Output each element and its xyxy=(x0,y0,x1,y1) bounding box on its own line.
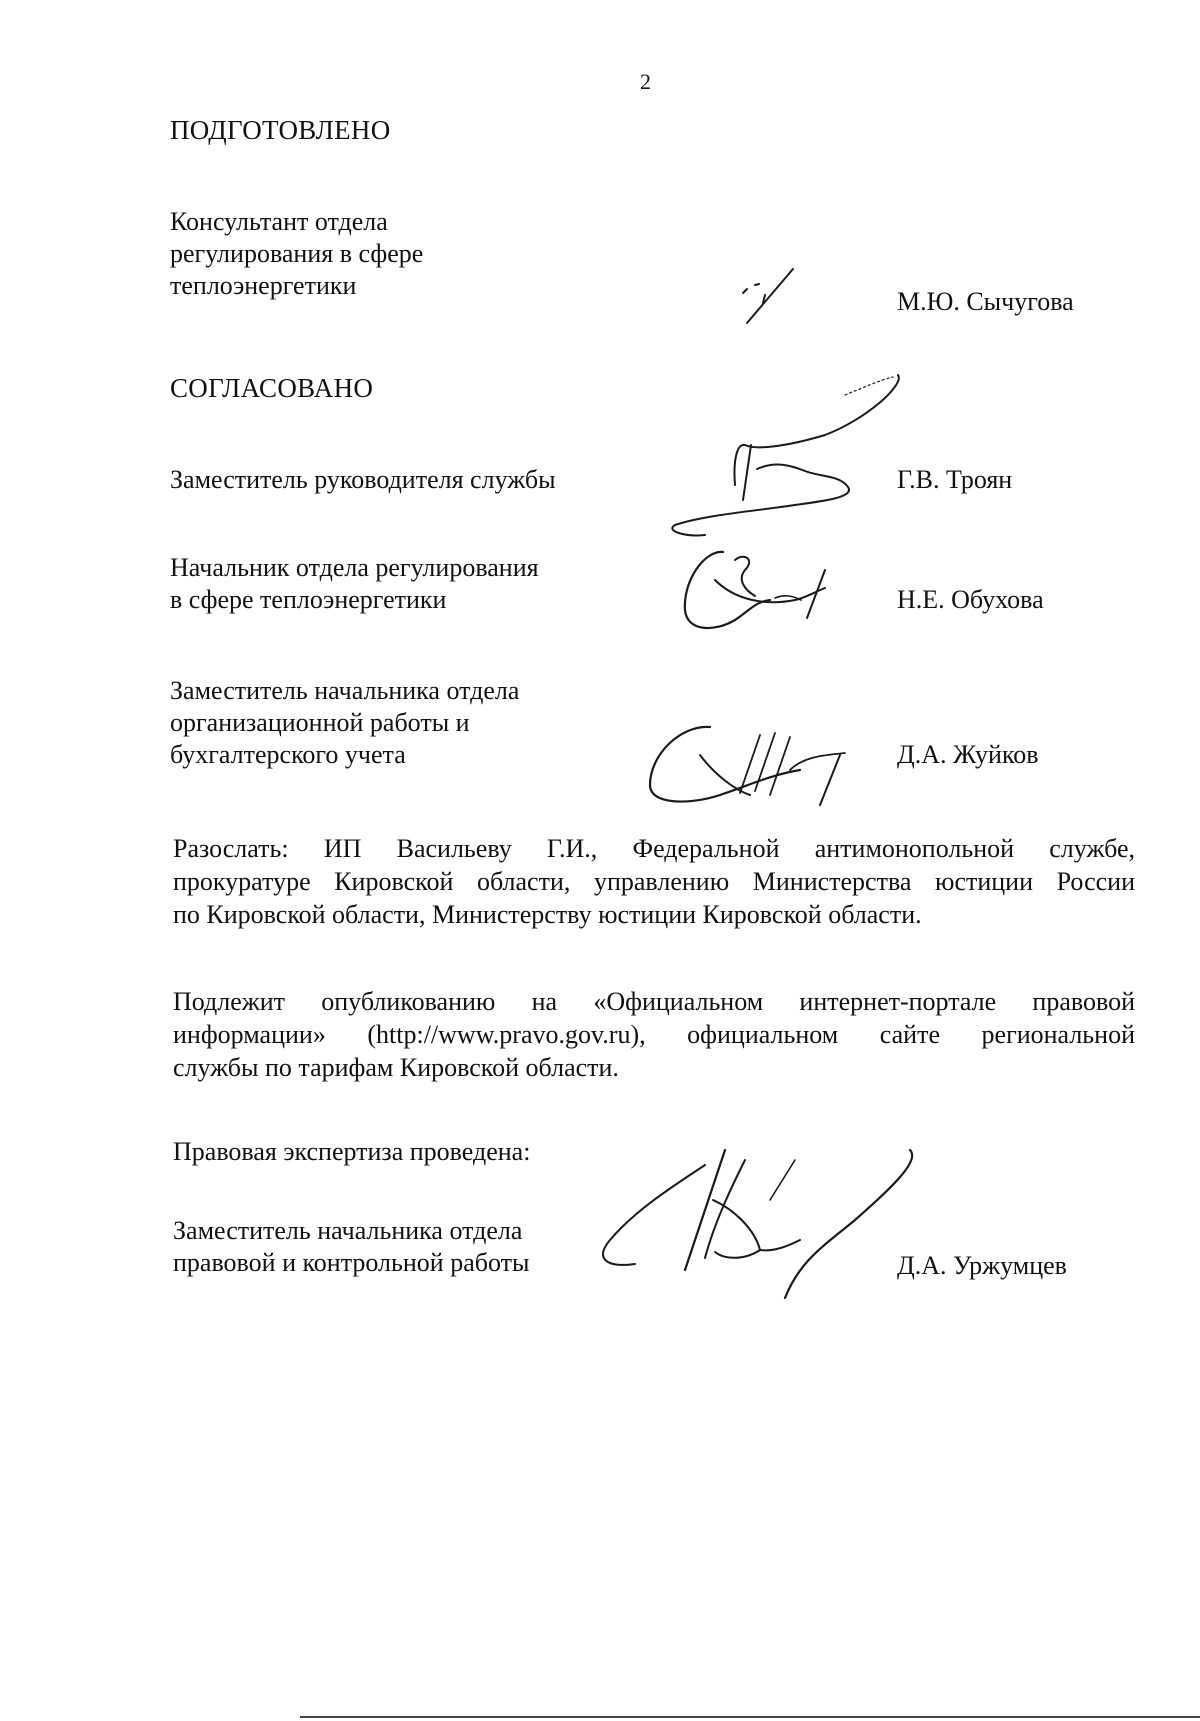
footer-divider xyxy=(300,1716,1200,1718)
page-number: 2 xyxy=(640,69,651,94)
distribution-paragraph xyxy=(173,832,1135,931)
publication-paragraph xyxy=(173,985,1135,1084)
signatory-position xyxy=(170,675,519,771)
paragraph-line: Разослать: ИП Васильеву Г.И., Федеральной антимонопольной службе, xyxy=(173,834,1135,863)
legal-review-position xyxy=(173,1215,529,1279)
position-line: бухгалтерского учета xyxy=(170,740,406,769)
prepared-heading: ПОДГОТОВЛЕНО xyxy=(170,115,391,145)
signature xyxy=(665,365,915,545)
paragraph-line: прокуратуре Кировской области, управлению Министерства юстиции России xyxy=(173,867,1135,896)
position-line: Заместитель начальника отдела xyxy=(170,676,520,705)
prepared-position xyxy=(170,206,423,302)
position-line: Начальник отдела регулирования xyxy=(170,553,539,582)
paragraph-line: информации» (http://www.pravo.gov.ru), официальном сайте региональной xyxy=(173,1020,1135,1049)
signature xyxy=(640,715,860,810)
signature xyxy=(595,1140,925,1300)
position-line: теплоэнергетики xyxy=(170,271,357,300)
signatory-name: Д.А. Жуйков xyxy=(897,740,1039,769)
signatory-position xyxy=(170,552,539,616)
signatory-position xyxy=(170,464,556,496)
position-line: Консультант отдела xyxy=(170,207,388,236)
signatory-name: Г.В. Троян xyxy=(897,465,1013,494)
agreed-heading: СОГЛАСОВАНО xyxy=(170,373,374,403)
position-line: правовой и контрольной работы xyxy=(173,1248,530,1277)
signature xyxy=(675,540,845,635)
position-line: организационной работы и xyxy=(170,708,470,737)
position-line: в сфере теплоэнергетики xyxy=(170,585,447,614)
signatory-name: М.Ю. Сычугова xyxy=(897,287,1074,316)
signatory-name: Н.Е. Обухова xyxy=(897,585,1044,614)
paragraph-line: Подлежит опубликованию на «Официальном интернет-портале правовой xyxy=(173,987,1135,1016)
position-line: регулирования в сфере xyxy=(170,239,424,268)
signature xyxy=(735,265,805,330)
position-line: Заместитель руководителя службы xyxy=(170,465,556,494)
legal-review-heading: Правовая экспертиза проведена: xyxy=(173,1137,531,1166)
position-line: Заместитель начальника отдела xyxy=(173,1216,523,1245)
paragraph-line: по Кировской области, Министерству юстиции Кировской области. xyxy=(173,900,922,929)
paragraph-line: службы по тарифам Кировской области. xyxy=(173,1053,619,1082)
signatory-name: Д.А. Уржумцев xyxy=(897,1251,1067,1280)
